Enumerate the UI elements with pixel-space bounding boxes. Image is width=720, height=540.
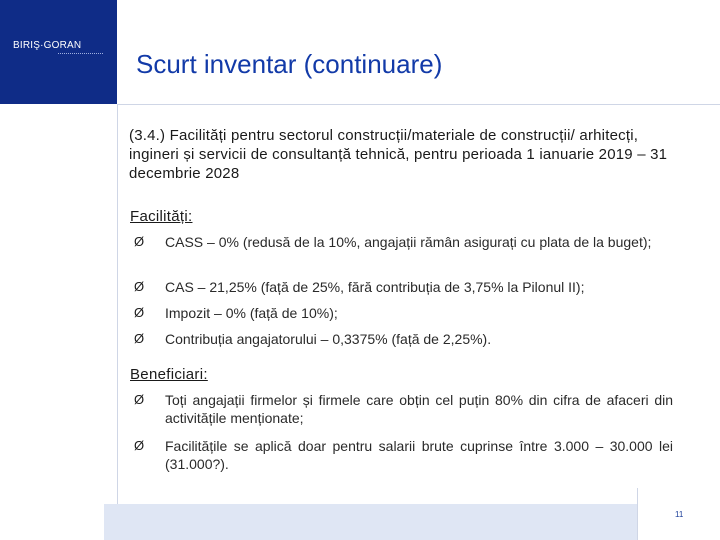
list-item-text: Contribuția angajatorului – 0,3375% (față de 2,25%). <box>165 331 492 347</box>
bullet-arrow-icon: Ø <box>134 234 145 249</box>
list-item-text: CASS – 0% (redusă de la 10%, angajații rămân asigurați cu plata de la buget); <box>165 234 652 250</box>
beneficiaries-heading: Beneficiari: <box>130 366 208 383</box>
facilities-heading: Facilități: <box>130 208 193 225</box>
footer-page-box <box>637 488 694 540</box>
list-item-text: Impozit – 0% (față de 10%); <box>165 305 338 321</box>
bullet-arrow-icon: Ø <box>134 392 145 407</box>
list-item-text: Facilitățile se aplică doar pentru salarii brute cuprinse între 3.000 – 30.000 lei (31.000?). <box>165 438 673 472</box>
list-item <box>130 437 673 473</box>
section-heading: (3.4.) Facilități pentru sectorul construcții/materiale de construcții/ arhitecți, ingineri și servicii de consultanță tehnică, pentru perioada 1 ianuarie 2019 – 31 decembrie 2028 <box>129 127 668 182</box>
slide-title: Scurt inventar (continuare) <box>136 49 443 79</box>
list-item-text: Toți angajații firmelor și firmele care obțin cel puțin 80% din cifra de afaceri din activitățile menționate; <box>165 392 673 426</box>
bullet-arrow-icon: Ø <box>134 279 145 294</box>
facilities-list <box>130 233 673 348</box>
logo-block <box>0 0 117 104</box>
footer-bar <box>104 504 637 540</box>
bullet-arrow-icon: Ø <box>134 305 145 320</box>
frame-horizontal-divider <box>117 104 720 105</box>
logo-tagline-mark <box>58 53 103 57</box>
frame-vertical-divider <box>117 104 118 540</box>
beneficiaries-list <box>130 391 673 473</box>
list-item <box>130 278 673 296</box>
page-number: 11 <box>675 510 684 519</box>
bullet-arrow-icon: Ø <box>134 438 145 453</box>
list-item <box>130 330 673 348</box>
bullet-arrow-icon: Ø <box>134 331 145 346</box>
list-item <box>130 304 673 322</box>
list-item <box>130 391 673 427</box>
logo: BIRIŞ·GORAN <box>13 40 82 51</box>
list-item <box>130 233 673 269</box>
list-item-text: CAS – 21,25% (față de 25%, fără contribuția de 3,75% la Pilonul II); <box>165 279 585 295</box>
